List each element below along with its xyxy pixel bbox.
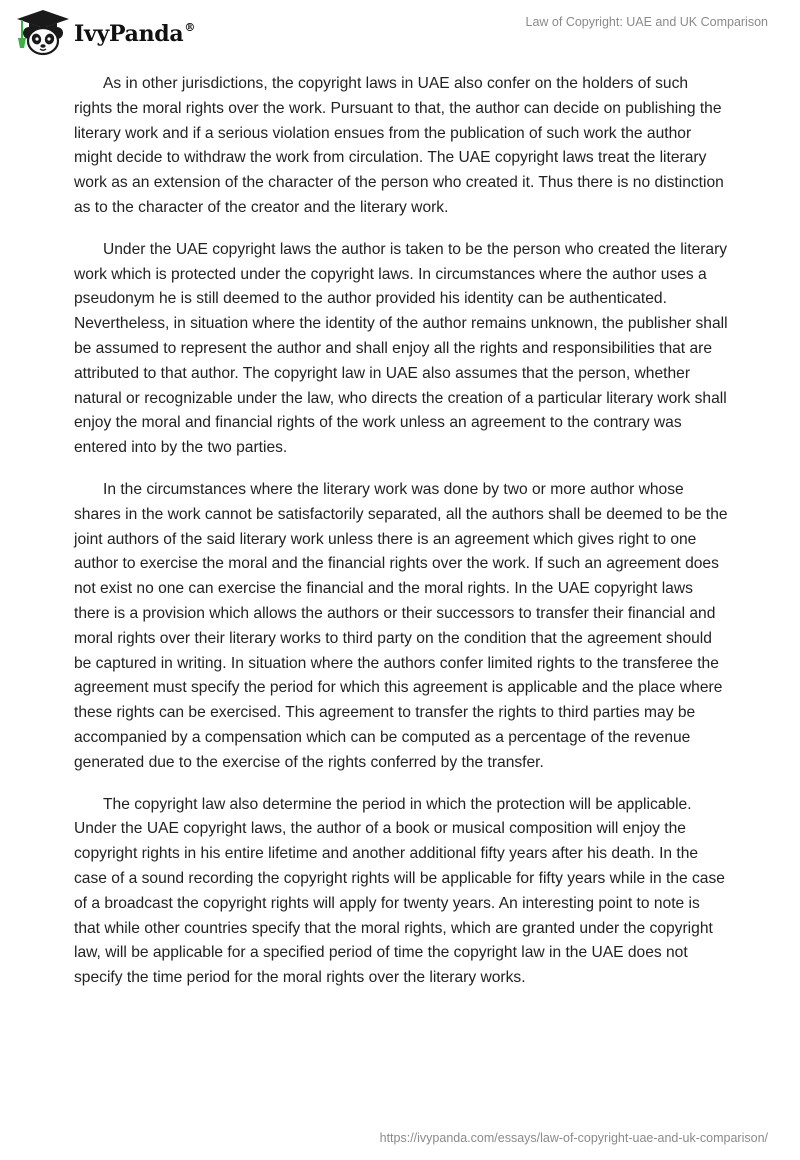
- essay-body: [74, 72, 730, 1008]
- page-header: [0, 0, 800, 60]
- panda-graduate-icon: [14, 8, 72, 56]
- registered-mark: ®: [184, 20, 196, 34]
- source-url-link[interactable]: https://ivypanda.com/essays/law-of-copyright-uae-and-uk-comparison/: [379, 1131, 768, 1145]
- paragraph-1: As in other jurisdictions, the copyright laws in UAE also confer on the holders of such rights the moral rights over the work. Pursuant to that, the author can decide on publishing the literary work and if a serious violation ensues from the publication of such work the author might decide to withdraw the work from circulation. The UAE copyright laws treat the literary work as an extension of the character of the person who created it. Thus there is no distinction as to the character of the creator and the literary work.: [74, 75, 724, 216]
- paragraph-2: Under the UAE copyright laws the author is taken to be the person who created the literary work which is protected under the copyright laws. In circumstances where the author uses a pseudonym he is still deemed to the author provided his identity can be authenticated. Nevertheless, in situation where the identity of the author remains unknown, the publisher shall be assumed to represent the author and shall enjoy all the rights and responsibilities that are attributed to that author. The copyright law in UAE also assumes that the person, whether natural or recognizable under the law, who directs the creation of a particular literary work shall enjoy the moral and financial rights of the work unless an agreement to the contrary was entered into by the two parties.: [74, 240, 728, 457]
- document-title: Law of Copyright: UAE and UK Comparison: [525, 15, 768, 29]
- brand-name: [74, 21, 195, 47]
- paragraph-4: The copyright law also determine the period in which the protection will be applicable. Under the UAE copyright laws, the author of a book or musical composition will enjoy the copyright rights in his entire lifetime and another additional fifty years after his death. In the case of a sound recording the copyright rights will be applicable for fifty years while in the case of a broadcast the copyright rights will apply for twenty years. An interesting point to note is that while other countries specify that the moral rights, which are granted under the copyright law, will be applicable for a specified period of time the copyright law in the UAE does not specify the time period for the moral rights over the literary works.: [74, 795, 725, 987]
- paragraph-3: In the circumstances where the literary work was done by two or more author whose shares in the work cannot be satisfactorily separated, all the authors shall be deemed to be the joint authors of the said literary work unless there is an agreement which gives right to one author to exercise the moral and the financial rights over the work. If such an agreement does not exist no one can exercise the financial and the moral rights. In the UAE copyright laws there is a provision which allows the authors or their successors to transfer their financial and moral rights over their literary works to third party on the condition that the agreement should be captured in writing. In situation where the authors confer limited rights to the transferee the agreement must specify the period for which this agreement is applicable and the place where these rights can be exercised. This agreement to transfer the rights to third parties may be accompanied by a compensation which can be computed as a percentage of the revenue generated due to the exercise of the rights conferred by the transfer.: [74, 480, 728, 771]
- ivypanda-logo[interactable]: [14, 8, 195, 56]
- brand-label: IvyPanda: [74, 21, 184, 47]
